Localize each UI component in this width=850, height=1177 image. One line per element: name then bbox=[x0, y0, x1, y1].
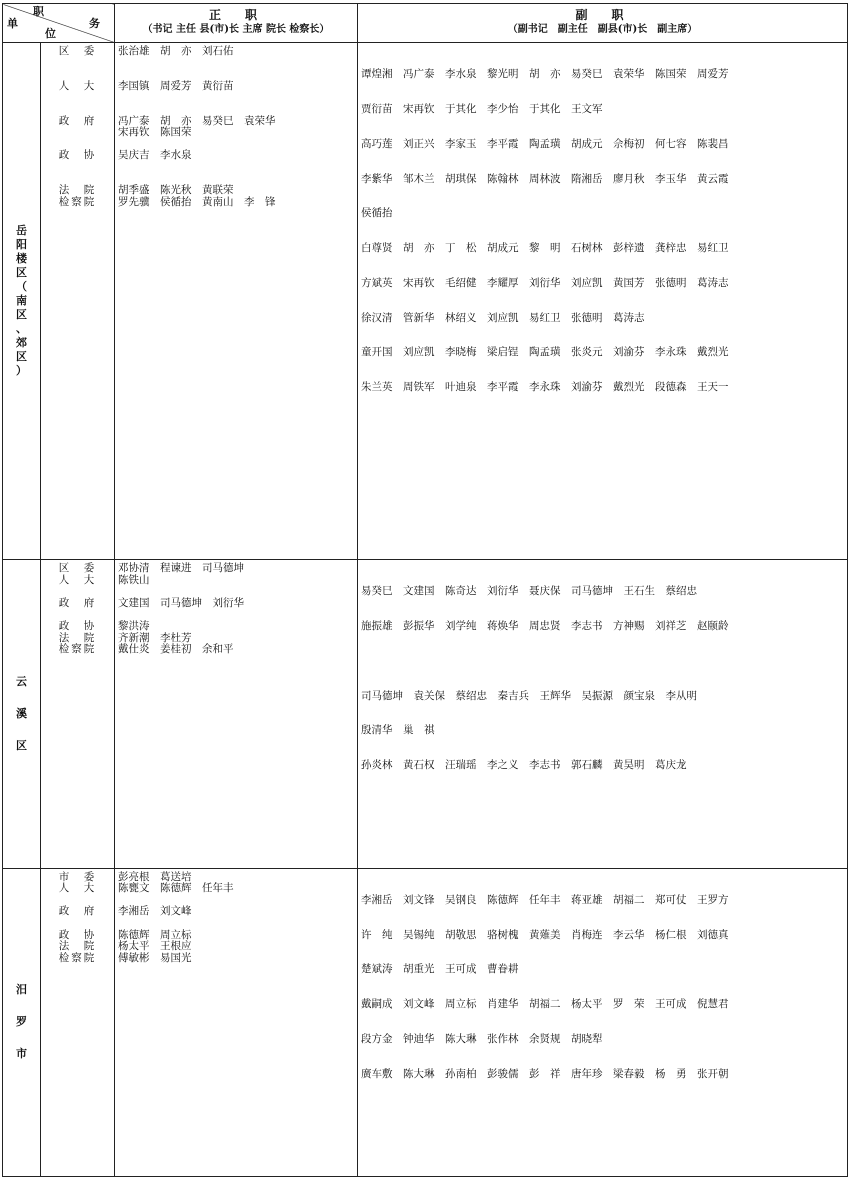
org-label: 法 院 bbox=[58, 940, 97, 953]
org-label bbox=[44, 104, 111, 116]
deputy-line: 段方金 钟迪华 陈大琳 张作林 余贤规 胡晓犁 bbox=[361, 1032, 603, 1045]
org-cell bbox=[41, 43, 115, 560]
deputy-line: 许 纯 吴锡纯 胡敬思 骆树槐 黄薙美 肖梅连 李云华 杨仁根 刘德真 bbox=[361, 928, 729, 941]
deputy-line: 贾衍苗 宋再钦 于其化 李少怡 于其化 王文军 bbox=[361, 102, 603, 115]
deputy-line: 白尊贤 胡 亦 丁 松 胡成元 黎 明 石树林 彭梓遗 龚梓忠 易红卫 bbox=[361, 242, 729, 255]
principal-line bbox=[118, 58, 354, 70]
principal-line: 吴庆吉 李水泉 bbox=[118, 149, 192, 162]
org-label bbox=[44, 92, 111, 104]
deputy-cell bbox=[358, 43, 848, 560]
region-char: 岳 bbox=[16, 224, 27, 238]
deputy-line bbox=[361, 1103, 844, 1115]
rank-label: 位 bbox=[45, 27, 56, 40]
principal-line bbox=[118, 104, 354, 116]
region-char: （ bbox=[16, 280, 27, 294]
principal-line: 陈甕文 陈德辉 任年丰 bbox=[118, 882, 234, 895]
unit-label: 单 bbox=[7, 17, 18, 30]
position-label-2: 务 bbox=[89, 17, 100, 30]
principal-line: 杨太平 王根应 bbox=[118, 940, 192, 953]
region-char: 区 bbox=[16, 308, 27, 322]
deputy-line bbox=[361, 417, 844, 429]
deputy-line bbox=[361, 487, 844, 499]
principal-line: 傅敏彬 易国光 bbox=[118, 951, 192, 964]
section-row-yunxi bbox=[3, 560, 848, 868]
deputy-line: 李湘岳 刘文锋 吴钢良 陈德辉 任年丰 蒋亚雄 胡福二 郑可仗 王罗方 bbox=[361, 893, 729, 906]
principal-line bbox=[118, 918, 354, 930]
org-cell bbox=[41, 560, 115, 868]
deputy-line: 朱兰英 周铁军 叶迪泉 李平霞 李永珠 刘渝芬 戴烈光 段德森 王天一 bbox=[361, 381, 729, 394]
principal-line: 胡季盛 陈光秋 黄联荣 bbox=[118, 184, 234, 197]
org-label: 区 委 bbox=[58, 562, 97, 575]
principal-line: 陈德辉 周立标 bbox=[118, 928, 192, 941]
org-label: 法 院 bbox=[58, 631, 97, 644]
position-label: 职 bbox=[33, 5, 44, 18]
principal-cell bbox=[115, 560, 358, 868]
org-label: 人 大 bbox=[58, 573, 97, 586]
principal-cell bbox=[115, 43, 358, 560]
deputy-line bbox=[361, 795, 844, 807]
region-char: 楼 bbox=[16, 252, 27, 266]
principal-line: 彭亮根 葛送培 bbox=[118, 870, 192, 883]
principal-line: 邓协清 程谏进 司马德坤 bbox=[118, 562, 244, 575]
deputy-line: 童开国 刘应凯 李晓梅 梁启锃 陶孟璜 张炎元 刘渝芬 李永珠 戴烈光 bbox=[361, 346, 729, 359]
region-char: ） bbox=[16, 364, 27, 378]
org-label bbox=[44, 918, 111, 930]
region-char: 区 bbox=[16, 738, 27, 752]
org-label: 检察院 bbox=[58, 643, 97, 656]
region-char: 汨 bbox=[16, 983, 27, 997]
officials-table bbox=[2, 3, 848, 1177]
region-char: 区 bbox=[16, 266, 27, 280]
principal-line: 冯广泰 胡 亦 易癸巳 袁荣华 bbox=[118, 114, 276, 127]
deputy-line: 方斌英 宋再钦 毛绍健 李耀厚 刘衍华 刘应凯 黄国芳 张德明 葛涛志 bbox=[361, 276, 729, 289]
deputy-line: 徐汉清 管新华 林绍义 刘应凯 易红卫 张德明 葛涛志 bbox=[361, 311, 645, 324]
principal-subtitle: （书记 主任 县(市)长 主席 院长 检察长） bbox=[142, 24, 330, 35]
deputy-line: 谭煌湘 冯广泰 李水泉 黎光明 胡 亦 易癸巳 袁荣华 陈国荣 周爱芳 bbox=[361, 68, 729, 81]
principal-line: 戴仕炎 姜桂初 余和平 bbox=[118, 643, 234, 656]
principal-line: 宋再钦 陈国荣 bbox=[118, 126, 192, 139]
deputy-line: 戴嗣成 刘文峰 周立标 肖建华 胡福二 杨太平 罗 荣 王可成 倪慧君 bbox=[361, 998, 729, 1011]
deputy-line: 殷清华 巢 祺 bbox=[361, 724, 435, 737]
region-cell bbox=[3, 560, 41, 868]
diagonal-header-cell bbox=[3, 4, 115, 43]
region-char: 区 bbox=[16, 350, 27, 364]
region-char: 阳 bbox=[16, 238, 27, 252]
header-row bbox=[3, 4, 848, 43]
region-char: 南 bbox=[16, 294, 27, 308]
org-label bbox=[44, 162, 111, 174]
principal-line bbox=[118, 610, 354, 622]
deputy-line bbox=[361, 452, 844, 464]
org-cell bbox=[41, 868, 115, 1176]
deputy-line bbox=[361, 1138, 844, 1150]
region-char: 市 bbox=[16, 1047, 27, 1061]
section-row-miluo bbox=[3, 868, 848, 1176]
principal-line: 李湘岳 刘文峰 bbox=[118, 905, 192, 918]
section-row-yueyanglou bbox=[3, 43, 848, 560]
deputy-line bbox=[361, 830, 844, 842]
org-label: 人 大 bbox=[58, 882, 97, 895]
region-char: 罗 bbox=[16, 1015, 27, 1029]
region-char: 、 bbox=[16, 322, 27, 336]
region-char: 郊 bbox=[16, 336, 27, 350]
region-char: 云 bbox=[16, 674, 27, 688]
deputy-line: 易癸巳 文建国 陈奇达 刘衍华 聂庆保 司马德坤 王石生 蔡绍忠 bbox=[361, 585, 697, 598]
org-label bbox=[44, 58, 111, 70]
deputy-title: 副 职 bbox=[575, 8, 630, 23]
principal-line bbox=[118, 162, 354, 174]
deputy-subtitle: （副书记 副主任 副县(市)长 副主席） bbox=[507, 24, 698, 35]
org-label: 政 协 bbox=[58, 149, 97, 162]
org-label: 区 委 bbox=[58, 45, 97, 57]
deputy-line: 施振雄 彭振华 刘学纯 蒋焕华 周忠贤 李志书 方神赐 刘祥芝 赵颐龄 bbox=[361, 620, 729, 633]
deputy-line bbox=[361, 656, 844, 668]
deputy-cell bbox=[358, 868, 848, 1176]
org-label: 检察院 bbox=[58, 951, 97, 964]
deputy-line: 楚斌涛 胡重光 王可成 曹眷耕 bbox=[361, 963, 519, 976]
region-char: 溪 bbox=[16, 706, 27, 720]
region-cell bbox=[3, 43, 41, 560]
org-label: 检察院 bbox=[58, 195, 97, 208]
principal-line: 罗先骥 侯循抬 黄南山 李 锋 bbox=[118, 195, 276, 208]
principal-line: 文建国 司马德坤 刘衍华 bbox=[118, 596, 244, 609]
org-label bbox=[44, 127, 111, 139]
deputy-line: 孙炎林 黄石权 汪瑞瑶 李之义 李志书 郭石麟 黄昊明 葛庆龙 bbox=[361, 759, 687, 772]
org-label: 政 协 bbox=[58, 928, 97, 941]
org-label: 法 院 bbox=[58, 184, 97, 197]
deputy-header bbox=[358, 4, 848, 43]
org-label: 政 府 bbox=[58, 114, 97, 127]
principal-line: 陈铁山 bbox=[118, 573, 150, 586]
principal-line: 黎洪涛 bbox=[118, 620, 150, 633]
deputy-line: 廣车敷 陈大琳 孙南柏 彭骏儒 彭 祥 唐年珍 梁春毅 杨 勇 张开朝 bbox=[361, 1067, 729, 1080]
region-cell bbox=[3, 868, 41, 1176]
org-label: 政 协 bbox=[58, 620, 97, 633]
org-label: 政 府 bbox=[58, 905, 97, 918]
deputy-cell bbox=[358, 560, 848, 868]
principal-line bbox=[118, 92, 354, 104]
principal-cell bbox=[115, 868, 358, 1176]
deputy-line: 侯循抬 bbox=[361, 207, 393, 220]
deputy-line: 李紫华 邹木兰 胡琪保 陈翰林 周林波 隋湘岳 廖月秋 李玉华 黄云霞 bbox=[361, 172, 729, 185]
org-label: 市 委 bbox=[58, 870, 97, 883]
org-label: 人 大 bbox=[58, 79, 97, 92]
org-label: 政 府 bbox=[58, 596, 97, 609]
deputy-line: 司马德坤 袁关保 蔡绍忠 秦吉兵 王辉华 吴振源 颜宝泉 李从明 bbox=[361, 689, 697, 702]
principal-title: 正 职 bbox=[208, 8, 263, 23]
principal-line: 李国镇 周爱芳 黄衍苗 bbox=[118, 79, 234, 92]
deputy-line: 高巧莲 刘正兴 李家玉 李平霞 陶孟璜 胡成元 佘梅初 何七容 陈裴昌 bbox=[361, 137, 729, 150]
principal-line: 齐新潮 李杜芳 bbox=[118, 631, 192, 644]
principal-header bbox=[115, 4, 358, 43]
principal-line: 张治雄 胡 亦 刘石佑 bbox=[118, 45, 234, 57]
deputy-line bbox=[361, 521, 844, 533]
